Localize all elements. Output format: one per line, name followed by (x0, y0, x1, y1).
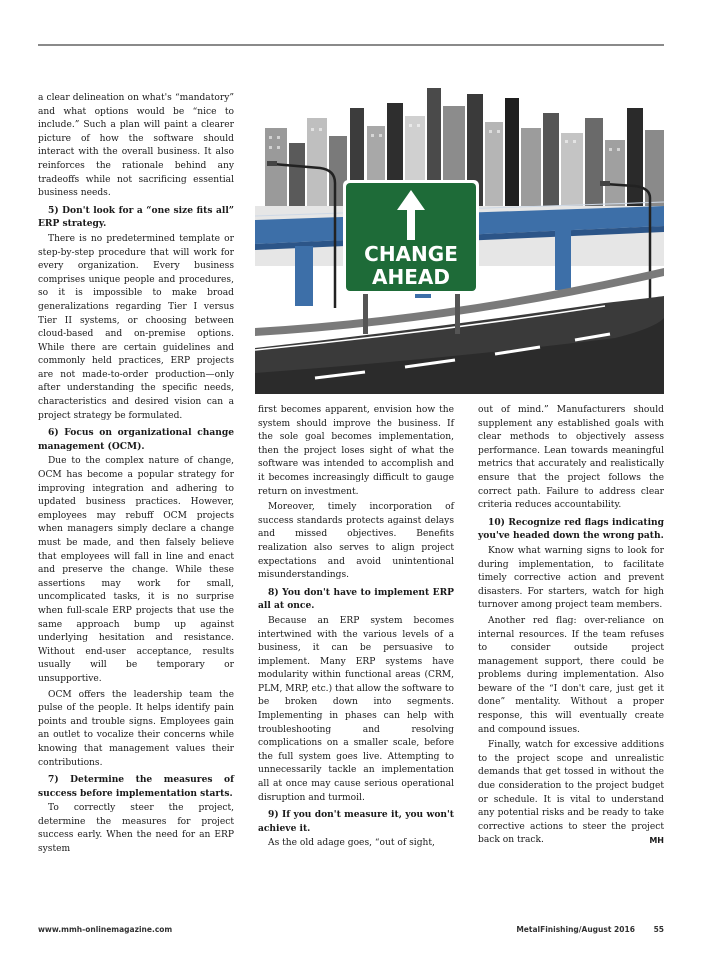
page-footer (38, 925, 664, 939)
subheading: 6) Focus on organizational change management (OCM). (38, 427, 234, 452)
top-rule (38, 44, 664, 46)
paragraph: There is no predetermined template or step-by-step procedure that will work for every organization. Every business comprises unique people and procedures, so it is impossible to make broad generalizations regarding Tier I versus Tier II systems, or choosing between cloud-based and on-premise options. While there are certain guidelines and commonly held practices, ERP projects are not made-to-order production—only after understanding the specific needs, characteristics and desired vision can a project strategy be formulated. (38, 233, 234, 421)
text-column-2 (258, 404, 454, 853)
paragraph: Due to the complex nature of change, OCM has become a popular strategy for improving integration and adhering to updated business practices. However, employees may rebuff OCM projects when managers simply declare a change must be made, and then falsely believe that employees will fall in line and enact and preserve the change. While these assertions may work for small, uncomplicated tasks, it is no surprise when full-scale ERP projects that use the same approach bump up against underlying hesitation and resistance. Without end-user acceptance, results usually will be temporary or unsupportive. (38, 456, 234, 684)
paragraph: OCM offers the leadership team the pulse of the people. It helps identify pain points and trouble signs. Employees gain an outlet to vocalize their concerns while knowing that management values their contributions. (38, 689, 234, 768)
sign-post (363, 288, 368, 334)
change-ahead-illustration (255, 88, 664, 394)
website-url[interactable]: www.mmh-onlinemagazine.com (38, 925, 173, 934)
sign-post (455, 288, 460, 334)
page-number: 55 (653, 925, 664, 934)
end-mark: MH (649, 836, 664, 846)
text-column-3 (478, 404, 664, 850)
paragraph: To correctly steer the project, determine the measures for project success early. When the need for an ERP system (38, 803, 234, 855)
paragraph: a clear delineation on what's “mandatory” and what options would be “nice to include.” Such a plan will paint a clearer picture of how the software should interact with the overall business. It also reinforces the rationale behind any tradeoffs while not sacrificing essential business needs. (38, 93, 234, 199)
subheading: 8) You don't have to implement ERP all at once. (258, 586, 454, 612)
paragraph: Know what warning signs to look for during implementation, to facilitate timely corrective action and prevent disasters. For starters, watch for high turnover among project team members. (478, 545, 664, 611)
paragraph: As the old adage goes, “out of sight, (268, 838, 435, 849)
paragraph: Moreover, timely incorporation of success standards protects against delays and missed objectives. Benefits realization also serves to align project expectations and avoid unintentional misunderstandings. (258, 502, 454, 581)
subheading: 5) Don't look for a “one size fits all” ERP strategy. (38, 204, 234, 230)
publication-date: MetalFinishing/August 2016 (516, 925, 635, 934)
paragraph (478, 739, 664, 848)
change-ahead-sign (343, 180, 479, 294)
paragraph: first becomes apparent, envision how the system should improve the business. If the sole goal becomes implementation, then the project loses sight of what the software was intended to accomplish and it becomes increasingly difficult to gauge return on investment. (258, 405, 454, 497)
subheading: 10) Recognize red flags indicating you've headed down the wrong path. (478, 516, 664, 542)
sign-text-line2: AHEAD (372, 265, 450, 289)
paragraph: out of mind.” Manufacturers should supplement any established goals with clear methods to objectively assess performance. Lean towards meaningful metrics that accurately and realistically ensure that the project follows the correct path. Failure to address clear criteria reduces accountability. (478, 405, 664, 511)
subheading: 9) If you don't measure it, you won't achieve it. (258, 809, 454, 834)
paragraph: Another red flag: over-reliance on internal resources. If the team refuses to consider outside project management support, there could be problems during implementation. Also beware of the “I don't care, just get it done” mentality. Without a proper response, this will eventually create and compound issues. (478, 615, 664, 735)
subheading: 7) Determine the measures of success before implementation starts. (38, 774, 234, 799)
paragraph: Because an ERP system becomes intertwined with the various levels of a business, it can be persuasive to implement. Many ERP systems have modularity within functional areas (CRM, PLM, MRP, etc.) that allow the software to be broken down into segments. Implementing in phases can help with troubleshooting and resolving complications on a smaller scale, before the full system goes live. Attempting to unnecessarily tackle an implementation all at once may cause serious operational disruption and turmoil. (258, 615, 454, 803)
sign-text-line1: CHANGE (364, 242, 458, 266)
paragraph-text: Finally, watch for excessive additions to the project scope and unrealistic demands that get tossed in without the due consideration to the project budget or schedule. It is vital to understand any potential risks and be ready to take corrective actions to steer the project back on track. (478, 740, 664, 846)
text-column-1 (38, 92, 234, 859)
footer-right (516, 925, 664, 934)
